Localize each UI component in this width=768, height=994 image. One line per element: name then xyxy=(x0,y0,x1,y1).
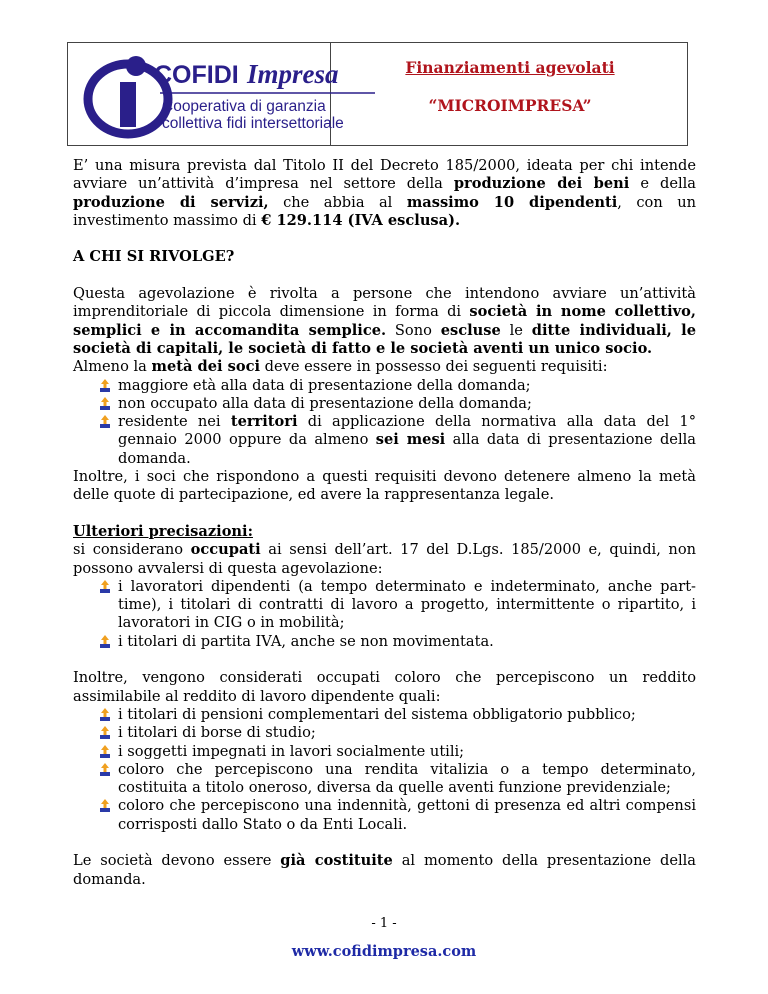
bullet-arrow-icon xyxy=(98,580,112,594)
list-item: i lavoratori dipendenti (a tempo determinato e indeterminato, anche part-time), i titolari di contratti di lavoro a progetto, intermittente o ripartito, i lavoratori in CIG o in mobilità; xyxy=(73,578,696,633)
list-item: maggiore età alla data di presentazione della domanda; xyxy=(73,377,696,395)
section1-paragraph: Questa agevolazione è rivolta a persone che intendono avviare un’attività imprenditoriale di piccola dimensione in forma di società in nome collettivo, semplici e in accomandita semplice. Sono escluse le ditte individuali, le società di capitali, le società di fatto e le società aventi un unico socio. xyxy=(73,285,696,357)
bullet-arrow-icon xyxy=(98,708,112,722)
list-item: coloro che percepiscono una indennità, gettoni di presenza ed altri compensi corrisposti dallo Stato o da Enti Locali. xyxy=(73,797,696,834)
list-item: i titolari di pensioni complementari del sistema obbligatorio pubblico; xyxy=(73,706,696,724)
logo-tagline-1: Cooperativa di garanzia xyxy=(162,98,326,115)
list-item: i titolari di partita IVA, anche se non movimentata. xyxy=(73,633,696,651)
list-item: non occupato alla data di presentazione della domanda; xyxy=(73,395,696,413)
section1-paragraph-3: Inoltre, i soci che rispondono a questi requisiti devono detenere almeno la metà delle quote di partecipazione, ed avere la rappresentanza legale. xyxy=(73,468,696,504)
section1-paragraph-2: Almeno la metà dei soci deve essere in possesso dei seguenti requisiti: xyxy=(73,358,608,376)
bullet-arrow-icon xyxy=(98,397,112,411)
list-item: residente nei territori di applicazione della normativa alla data del 1° gennaio 2000 oppure da almeno sei mesi alla data di presentazione della domanda. xyxy=(73,413,696,468)
occupied-list xyxy=(73,578,696,651)
section-heading: A CHI SI RIVOLGE? xyxy=(73,248,235,266)
bullet-arrow-icon xyxy=(98,635,112,649)
section2-paragraph-2: Inoltre, vengono considerati occupati coloro che percepiscono un reddito assimilabile al reddito di lavoro dipendente quali: xyxy=(73,669,696,705)
document-body xyxy=(73,157,696,889)
section2-paragraph: si considerano occupati ai sensi dell’art. 17 del D.Lgs. 185/2000 e, quindi, non possono avvalersi di questa agevolazione: xyxy=(73,541,696,577)
logo-brand-impresa: Impresa xyxy=(247,59,339,89)
bullet-arrow-icon xyxy=(98,763,112,777)
document-title: Finanziamenti agevolati xyxy=(405,58,615,77)
intro-paragraph: E’ una misura prevista dal Titolo II del Decreto 185/2000, ideata per chi intende avviare un’attività d’impresa nel settore della produzione dei beni e della produzione di servizi, che abbia al massimo 10 dipendenti, con un investimento massimo di € 129.114 (IVA esclusa). xyxy=(73,157,696,229)
bullet-arrow-icon xyxy=(98,415,112,429)
bullet-arrow-icon xyxy=(98,726,112,740)
list-item: coloro che percepiscono una rendita vitalizia o a tempo determinato, costituita a titolo oneroso, diversa da quelle aventi funzione previdenziale; xyxy=(73,761,696,798)
income-list xyxy=(73,706,696,834)
footer-url: www.cofidimpresa.com xyxy=(291,943,477,960)
section-heading: Ulteriori precisazioni: xyxy=(73,522,253,540)
requirements-list xyxy=(73,377,696,468)
document-subtitle: “MICROIMPRESA” xyxy=(428,96,592,115)
section2-paragraph-3: Le società devono essere già costituite al momento della presentazione della domanda. xyxy=(73,852,697,888)
bullet-arrow-icon xyxy=(98,379,112,393)
logo-tagline-2: collettiva fidi intersettoriale xyxy=(162,115,344,132)
list-item: i titolari di borse di studio; xyxy=(73,724,696,742)
logo-brand: COFIDI xyxy=(154,61,239,89)
bullet-arrow-icon xyxy=(98,799,112,813)
list-item: i soggetti impegnati in lavori socialmente utili; xyxy=(73,743,696,761)
page-number: - 1 - xyxy=(371,916,397,931)
bullet-arrow-icon xyxy=(98,745,112,759)
